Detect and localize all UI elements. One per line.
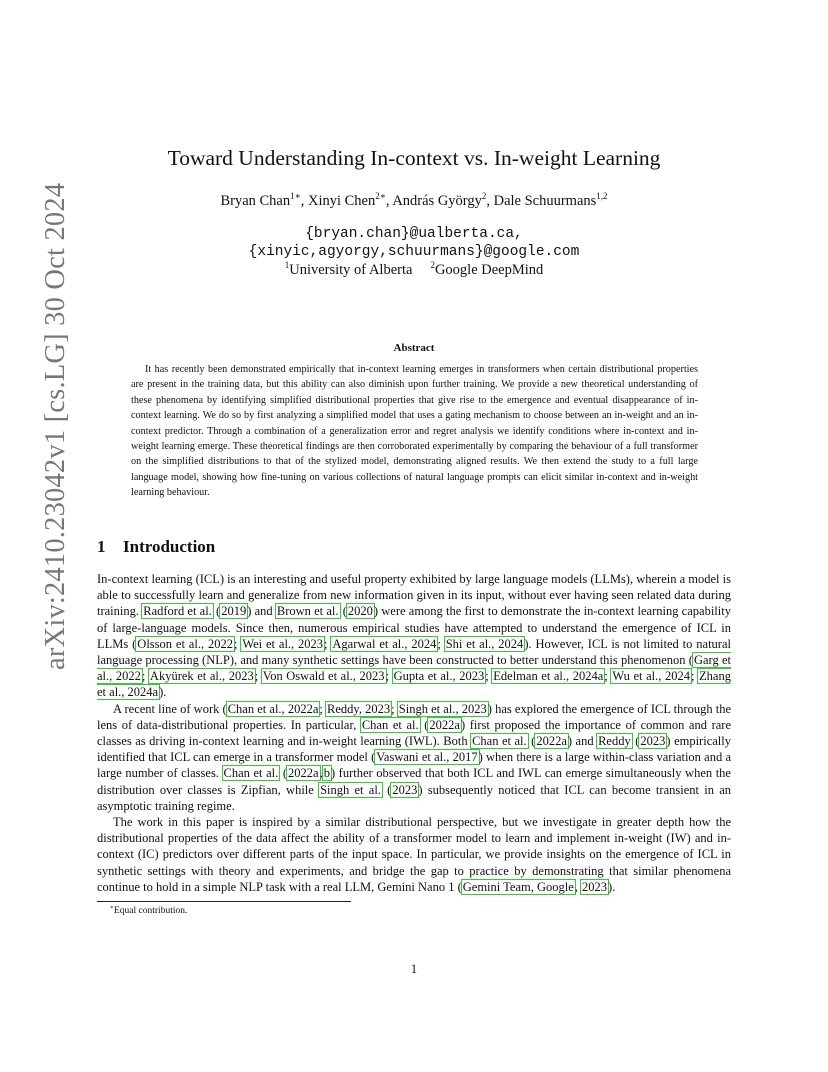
citation-link[interactable]: Brown et al. [276,604,339,619]
citation-link[interactable]: Shi et al., 2024 [445,636,524,651]
paragraph-text: The work in this paper is inspired by a similar distributional perspective, but we investigate in greater depth how the distributional properties of the data affect the ability of a transformer model to learn and implement in-weight (IW) and in-context (IC) predictors over different parts of the input space. In particular, we provide insights on the emergence of ICL in synthetic settings with theory and experiments, and bridge the gap to practice by demonstrating that similar phenomena continue to hold in a simple NLP task with a real LLM, Gemini Nano 1 ( [97,815,731,894]
footnote [110,906,187,916]
citation-link[interactable]: b [323,766,330,781]
paragraph-text: ; [141,669,149,684]
paragraph-text: ; [324,636,332,651]
paragraph-text: ) empirically identified that ICL can emerge in a transformer model ( [97,734,731,765]
citation-link[interactable]: Garg et al., 2022 [97,653,731,684]
citation-link[interactable]: 2022a [288,766,319,781]
footnote-text: Equal contribution. [114,906,188,916]
abstract-text: It has recently been demonstrated empirically that in-context learning emerges in transformers when certain distributional properties are present in the training data, but this ability can also diminish upon further training. We provide a new theoretical understanding of these phenomena by identifying simplified distributional properties that give rise to the emergence and eventual disappearance of in-context learning. We do so by first analyzing a simplified model that uses a gating mechanism to choose between an in-weight and an in-context predictor. Through a combination of a generalization error and regret analysis we identify conditions where in-context and in-weight learning emerge. These theoretical findings are then corroborated experimentally by comparing the behaviour of a full transformer on the simplified distributions to that of the stylized model, demonstrating aligned results. We then extend the study to a full large language model, showing how fine-tuning on various collections of natural language prompts can elicit similar in-context and in-weight learning behaviour. [131,364,698,499]
affiliation-name: University of Alberta [289,262,413,278]
author-name: Xinyi Chen [307,193,376,209]
paragraph-text: ; [254,669,262,684]
paper-title: Toward Understanding In-context vs. In-weight Learning [167,146,661,170]
paragraph-text: ; [233,636,242,651]
paragraph-text: ; [391,701,398,716]
author-affiliation-mark: 1∗ [290,191,301,202]
citation-link[interactable]: Edelman et al., 2024a [493,669,604,684]
affiliation-name: Google DeepMind [434,262,544,278]
paragraph-text: ( [381,782,392,797]
citation-link[interactable]: Chan et al. [472,734,527,749]
footnote-divider [97,901,351,902]
citation-link[interactable]: 2023 [640,734,666,749]
citation-link[interactable]: 2023 [582,879,608,894]
author-name: András György [392,193,482,209]
paragraph-text: ; [437,636,445,651]
paragraph-text: ) subsequently noticed that ICL can become transient in an asymptotic training regime. [97,782,731,813]
paragraph-text: ). However, ICL is not limited to natural language processing (NLP), and many synthetic settings have been constructed to better understand this phenomenon ( [97,636,731,668]
email-line-1: {bryan.chan}@ualberta.ca, [305,226,523,242]
affiliation-list [0,262,828,279]
citation-link[interactable]: 2020 [347,604,373,619]
affiliation-mark: 1 [284,260,290,271]
citation-link[interactable]: Akyürek et al., 2023 [149,669,254,684]
author-affiliation-mark: 2 [481,191,487,202]
paragraph-text: ) has explored the emergence of ICL through the lens of data-distributional properties. In particular, [97,701,731,732]
paragraph-text: ; [604,669,612,684]
author-name: Bryan Chan [220,193,291,209]
paragraph-text: , [319,766,323,781]
footnote-mark: ∗ [110,904,114,911]
citation-link[interactable]: Reddy, 2023 [327,701,391,716]
paragraph-text: ( [419,717,429,732]
citation-link[interactable]: Vaswani et al., 2017 [376,750,478,765]
paragraph [97,701,731,814]
author-affiliation-mark: 1,2 [596,191,608,202]
paragraph-text: ( [631,734,640,749]
paragraph-text: In-context learning (ICL) is an interesting and useful property exhibited by large language models (LLMs), wherein a model is able to successfully learn and generalize from new information given in its input, without ever having seen related data during training. [97,572,731,619]
paragraph-text: ; [690,669,699,684]
paragraph-text: ) first proposed the importance of common and rare classes as driving in-context learning and in-weight learning (IWL). Both [97,717,731,749]
citation-link[interactable]: Chan et al., 2022a [227,701,319,716]
citation-link[interactable]: Zhang et al., 2024a [97,669,731,700]
paragraph-text: ( [212,604,221,619]
citation-link[interactable]: Singh et al. [320,782,381,797]
email-line-2: {xinyic,agyorgy,schuurmans}@google.com [248,244,580,260]
paragraph-text: ) and [247,604,276,619]
citation-link[interactable]: Agarwal et al., 2024 [332,636,437,651]
page-number: 1 [410,962,418,976]
citation-link[interactable]: Von Oswald et al., 2023 [262,669,385,684]
paragraph-text: ; [385,669,393,684]
paragraph-text: ) further observed that both ICL and IWL can emerge simultaneously when the distribution over classes is Zipfian, while [97,766,731,797]
citation-link[interactable]: Gupta et al., 2023 [393,669,485,684]
author-list: Bryan Chan$^{1∗}$, Xinyi Chen$^{2∗}$, András György$^2$, Dale Schuurmans$^{1,2}$ [220,191,608,209]
citation-link[interactable]: Singh et al., 2023 [398,701,487,716]
arxiv-identifier: arXiv:2410.23042v1 [cs.LG] 30 Oct 2024 [40,182,71,670]
paragraph-text: ( [279,766,287,781]
paragraph-text: ) and [567,734,598,749]
citation-link[interactable]: Olsson et al., 2022 [137,636,233,651]
citation-link[interactable]: Chan et al. [361,717,419,732]
paragraph-text: ) were among the first to demonstrate the in-context learning capability of large-language models. Since then, numerous empirical studies have attempted to understand the emergence of ICL in LLMs ( [97,604,731,651]
paragraph-text: A recent line of work ( [113,701,227,716]
abstract-heading: Abstract [393,342,435,354]
citation-link[interactable]: 2023 [392,782,418,797]
citation-link[interactable]: Chan et al. [223,766,279,781]
citation-link[interactable]: Wu et al., 2024 [612,669,690,684]
section-title: Introduction [123,537,216,556]
citation-link[interactable]: Radford et al. [143,604,212,619]
paragraph-text: ). [159,685,167,700]
paragraph [97,571,731,701]
paragraph-text: ; [319,701,327,716]
affiliation-mark: 2 [430,260,435,271]
paragraph-text: ) when there is a large within-class variation and a large number of classes. [97,750,731,781]
citation-link[interactable]: 2019 [221,604,247,619]
citation-link[interactable]: 2022a [429,717,460,732]
paragraph [97,814,731,895]
paragraph-text: ( [527,734,536,749]
introduction-body [97,571,731,895]
author-name: Dale Schuurmans [493,193,597,209]
paragraph-text: , [574,879,582,894]
paragraph-text: ( [339,604,347,619]
citation-link[interactable]: Reddy [598,734,631,749]
citation-link[interactable]: 2022a [536,734,567,749]
citation-link[interactable]: Wei et al., 2023 [242,636,324,651]
paragraph-text: ). [608,879,616,894]
paragraph-text: ; [485,669,493,684]
author-affiliation-mark: 2∗ [375,191,386,202]
section-number: 1 [97,537,106,556]
section-heading [97,537,215,557]
citation-link[interactable]: Gemini Team, Google [462,879,574,894]
